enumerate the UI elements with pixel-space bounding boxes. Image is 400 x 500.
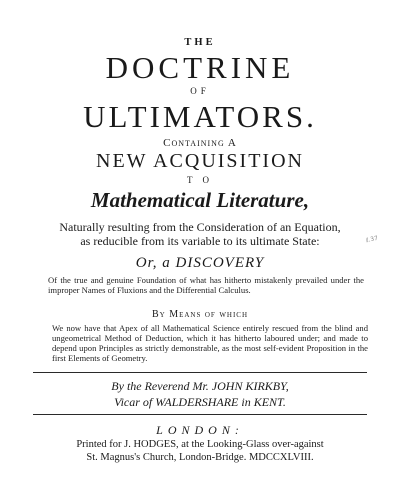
vicar-line: Vicar of WALDERSHARE in KENT. [114, 395, 286, 409]
discovery-heading: Or, a DISCOVERY [135, 255, 265, 271]
title-line-mathematical-literature: Mathematical Literature, [90, 188, 310, 212]
discovery-body: Of the true and genuine Foundation of what has hitherto mistakenly prevailed under the improper Names of Fluxions and the Differential Calculus. [48, 275, 364, 295]
subtitle-line-1: Naturally resulting from the Consideration of an Equation, [59, 220, 341, 234]
imprint-city: LONDON: [156, 423, 244, 437]
author-line: By the Reverend Mr. JOHN KIRKBY, [111, 379, 289, 393]
means-body: We now have that Apex of all Mathematical Science entirely rescued from the blind and ungeometrical Method of Deduction, which it has hitherto laboured under; and made to depend upon Principles as strictly demonstrable, as the most self-evident Proposition in the first Elements of Geometry. [52, 323, 368, 363]
title-line-to: T O [186, 175, 214, 185]
discovery-text [48, 275, 364, 295]
by-means-heading: By Means of which [151, 309, 249, 320]
stamp-text: ℓ.37 [365, 234, 379, 245]
imprint-line-1: Printed for J. HODGES, at the Looking-Glass over-against [76, 439, 324, 450]
title-line-new-acquisition: NEW ACQUISITION [96, 150, 304, 172]
divider-top [33, 372, 367, 373]
title-line-doctrine: DOCTRINE [105, 50, 295, 85]
subtitle-line-2: as reducible from its variable to its ultimate State: [80, 234, 320, 248]
title-line-ultimators: ULTIMATORS. [83, 99, 317, 134]
divider-bottom [33, 414, 367, 415]
title-line-containing: Containing A [163, 137, 237, 149]
title-line-of: OF [190, 86, 210, 96]
title-line-the: THE [184, 37, 216, 48]
means-text [52, 323, 368, 363]
imprint-line-2: St. Magnus's Church, London-Bridge. MDCCXLVIII. [86, 452, 314, 463]
